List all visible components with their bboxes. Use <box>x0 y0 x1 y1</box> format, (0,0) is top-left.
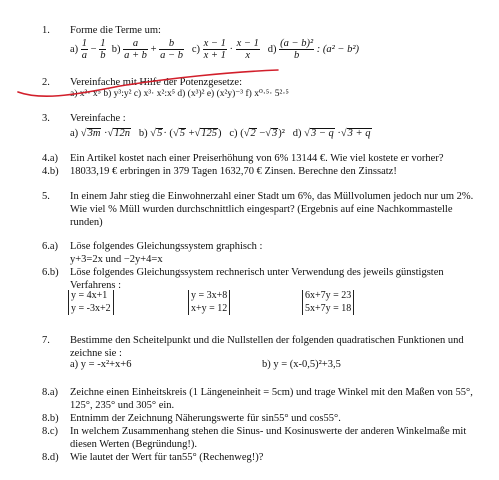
q3a-label: a) <box>70 128 79 139</box>
equation-system-1 <box>68 290 114 315</box>
q7-part-b: b) y = (x-0,5)²+3,5 <box>262 359 341 370</box>
q1-terms <box>70 38 359 61</box>
q7-number: 7. <box>42 335 50 346</box>
q1a-operator: − <box>90 43 97 55</box>
q1-prompt: Forme die Terme um: <box>70 25 161 36</box>
q1-number: 1. <box>42 25 50 36</box>
equation-system-3 <box>302 290 354 315</box>
q5-line-3: runden) <box>70 217 103 228</box>
q4a-number: 4.a) <box>42 153 59 164</box>
q8b-text: Entnimm der Zeichnung Näherungswerte für sin55° und cos55°. <box>70 413 341 424</box>
q1a-label: a) <box>70 43 79 55</box>
q1a-fraction-2: $\frac{1}{b}$ <box>100 38 106 62</box>
system-2-line-1: y = 3x+8 <box>191 290 228 301</box>
q6b-number: 6.b) <box>42 267 59 278</box>
q5-number: 5. <box>42 191 50 202</box>
q3b-plus: + <box>188 128 195 139</box>
q3b-root-1: 5 <box>157 128 163 139</box>
q3-number: 3. <box>42 113 50 124</box>
q3a-root-2: 12n <box>114 128 131 139</box>
q1d-fraction: $\frac{\text{(a − b)²}}{b}$ <box>280 38 314 62</box>
q1c-fraction-1: $\frac{x - 1}{x + 1}$ <box>203 38 226 62</box>
q3c-root-1: 2 <box>250 128 256 139</box>
q1c-label: c) <box>191 43 200 55</box>
q3a-operator: · <box>104 128 108 139</box>
q1b-fraction-2: $\frac{b}{a - b}$ <box>160 38 183 62</box>
system-2-line-2: x+y = 12 <box>191 302 228 314</box>
q1d-label: d) <box>267 43 277 55</box>
q1b-operator: + <box>150 43 157 55</box>
q1c-fraction-2: $\frac{x - 1}{x}$ <box>236 38 259 62</box>
q3b-mid: · ( <box>163 128 173 139</box>
equation-system-2 <box>188 290 230 315</box>
q6b-text: Löse folgendes Gleichungssystem rechnerisch unter Verwendung des jeweils günstigsten <box>70 267 444 278</box>
q4b-text: 18033,19 € erbringen in 379 Tagen 1632,70 € Zinsen. Berechne den Zinssatz! <box>70 166 397 177</box>
q6a-equations: y+3=2x und −2y+4=x <box>70 254 163 265</box>
q4a-text: Ein Artikel kostet nach einer Preiserhöhung von 6% 13144 €. Wie viel kostete er vorher? <box>70 153 444 164</box>
q5-line-1: In einem Jahr stieg die Einwohnerzahl einer Stadt um 6%, das Müllvolumen jedoch nur um 2%. <box>70 191 474 202</box>
q1d-rest: : (a² − b²) <box>316 43 359 55</box>
q3d-operator: · <box>337 128 341 139</box>
q7-part-a: a) y = -x²+x+6 <box>70 359 132 370</box>
q3c-end: )² <box>278 128 285 139</box>
q8d-text: Wie lautet der Wert für tan55° (Rechenweg!)? <box>70 452 264 463</box>
q8b-number: 8.b) <box>42 413 59 424</box>
q3c-open: ( <box>240 128 244 139</box>
q7-line-1: Bestimme den Scheitelpunkt und die Nullstellen der folgenden quadratischen Funktionen und <box>70 335 464 346</box>
q3-prompt: Vereinfache : <box>70 113 126 124</box>
q8c-line-2: diesen Werten (Begründung!). <box>70 439 197 450</box>
q3b-root-2: 5 <box>179 128 185 139</box>
q8a-line-2: 125°, 235° und 305° ein. <box>70 400 175 411</box>
q2-prompt: Vereinfache mit Hilfe der Potenzgesetze: <box>70 77 243 88</box>
q2-number: 2. <box>42 77 50 88</box>
q3d-label: d) <box>292 128 302 139</box>
q3c-root-2: 3 <box>272 128 278 139</box>
q1c-operator: · <box>229 43 233 55</box>
q6a-number: 6.a) <box>42 241 59 252</box>
q3c-minus: − <box>259 128 266 139</box>
q1b-fraction-1: $\frac{a}{a + b}$ <box>124 38 147 62</box>
q3d-root-1: 3 − q <box>310 128 334 139</box>
q6a-text: Löse folgendes Gleichungssystem graphisch : <box>70 241 263 252</box>
q8d-number: 8.d) <box>42 452 59 463</box>
q3d-root-2: 3 + q <box>347 128 371 139</box>
q2-items: a) x³· x⁵ b) y³:y² c) x³· x²:x⁵ d) (x³)² e) (x²y)⁻³ f) x⁰·⁵· 5²·⁵ <box>70 89 289 99</box>
q1a-fraction-1: $\frac{1}{a}$ <box>81 38 88 62</box>
q3b-label: b) <box>138 128 148 139</box>
system-3-line-1: 6x+7y = 23 <box>305 290 352 301</box>
q8a-line-1: Zeichne einen Einheitskreis (1 Längeneinheit = 5cm) und trage Winkel mit den Maßen von 55°, <box>70 387 473 398</box>
system-1-line-2: y = -3x+2 <box>71 302 111 314</box>
q3c-label: c) <box>229 128 238 139</box>
q3b-end: ) <box>218 128 222 139</box>
system-3-line-2: 5x+7y = 18 <box>305 302 352 314</box>
q4b-number: 4.b) <box>42 166 59 177</box>
q3b-root-3: 125 <box>201 128 218 139</box>
q7-line-2: zeichne sie : <box>70 348 122 359</box>
q1b-label: b) <box>111 43 121 55</box>
q6b-text-2: Verfahrens : <box>70 280 122 291</box>
q3-terms: a) √3m ·√12n b) √5· (√5 +√125) c) (√2 −√3)² d) √3 − q ·√3 + q <box>70 128 371 139</box>
q5-line-2: Wie viel % Müll wurden durchschnittlich eingespart? (Ergebnis auf eine Nachkommastelle <box>70 204 453 215</box>
q8c-line-1: In welchem Zusammenhang stehen die Sinus- und Kosinuswerte der anderen Winkelmaße mit <box>70 426 467 437</box>
q8a-number: 8.a) <box>42 387 59 398</box>
system-1-line-1: y = 4x+1 <box>71 290 108 301</box>
q8c-number: 8.c) <box>42 426 59 437</box>
q3a-root-1: 3m <box>87 128 101 139</box>
